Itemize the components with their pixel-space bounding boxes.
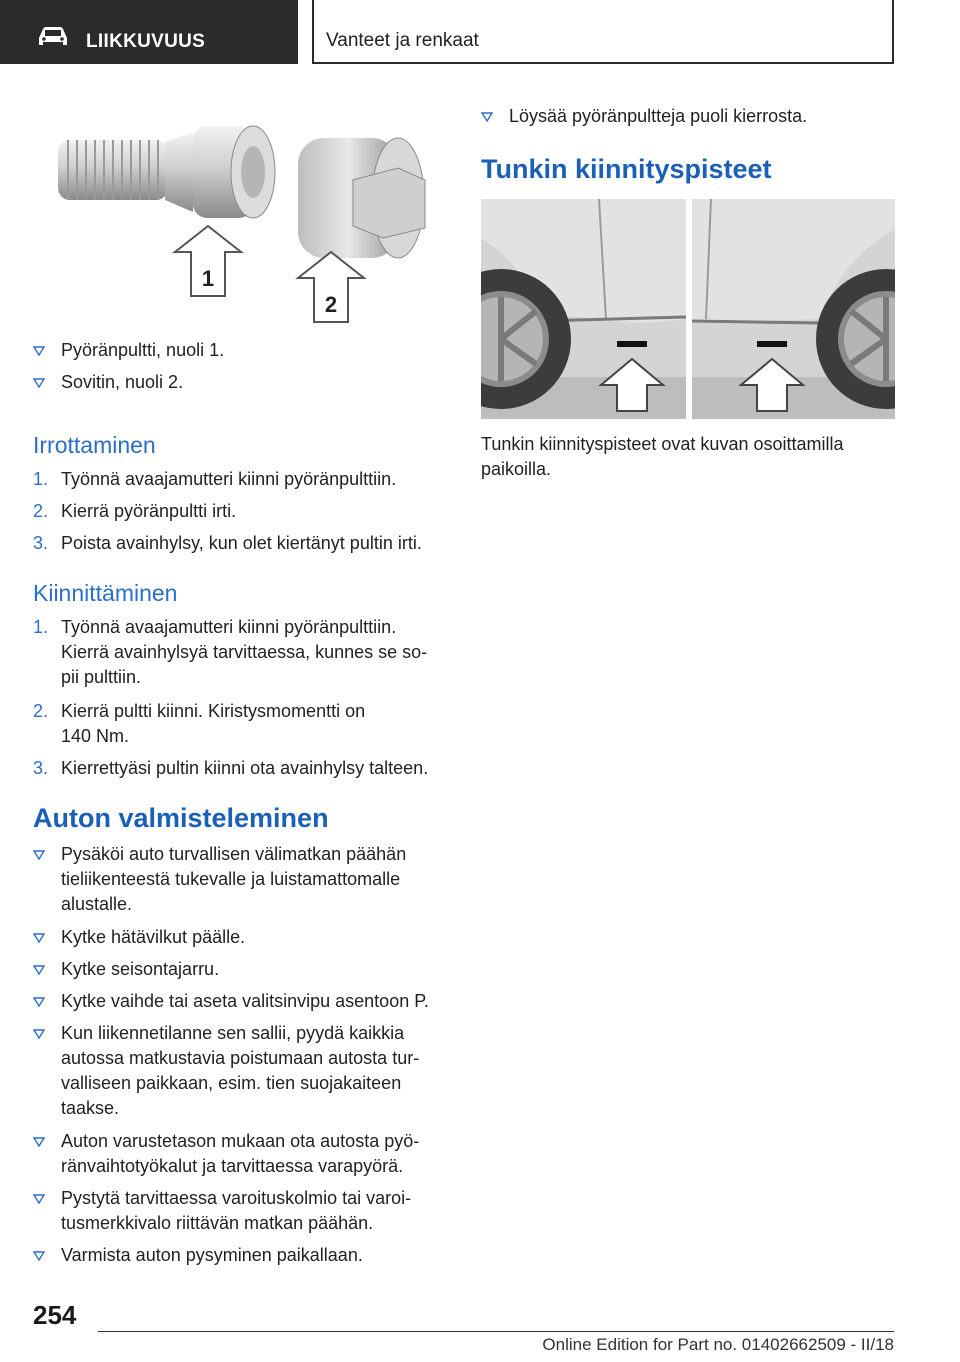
chapter-title: Vanteet ja renkaat (326, 30, 479, 51)
heading-preparation: Auton valmisteleminen (33, 803, 329, 833)
page-number: 254 (33, 1300, 77, 1330)
heading-fastening: Kiinnittäminen (33, 580, 178, 606)
heading-removal: Irrottaminen (33, 432, 156, 458)
triangle-bullet-icon (33, 1137, 45, 1147)
triangle-bullet-icon (33, 1194, 45, 1204)
triangle-bullet-icon (33, 850, 45, 860)
triangle-bullet-icon (33, 346, 45, 356)
triangle-bullet-icon (33, 933, 45, 943)
section-tab[interactable] (0, 0, 298, 64)
jack-points-figure (481, 199, 895, 419)
triangle-bullet-icon (481, 112, 493, 122)
figure-label-2: 2 (324, 292, 338, 317)
car-icon (36, 26, 70, 48)
triangle-bullet-icon (33, 1251, 45, 1261)
figure-label-1: 1 (201, 266, 215, 291)
footer-rule (98, 1331, 894, 1332)
edition-footer: Online Edition for Part no. 01402662509 - II/18 (542, 1335, 894, 1354)
triangle-bullet-icon (33, 378, 45, 388)
triangle-bullet-icon (33, 997, 45, 1007)
section-label: LIIKKUVUUS (86, 31, 206, 52)
heading-jack-points: Tunkin kiinnityspisteet (481, 154, 772, 184)
triangle-bullet-icon (33, 965, 45, 975)
wheel-bolt-figure (53, 118, 453, 328)
triangle-bullet-icon (33, 1029, 45, 1039)
chapter-header (312, 0, 894, 64)
jack-points-caption: Tunkin kiinnityspisteet ovat kuvan osoittamilla paikoilla. (481, 434, 844, 479)
